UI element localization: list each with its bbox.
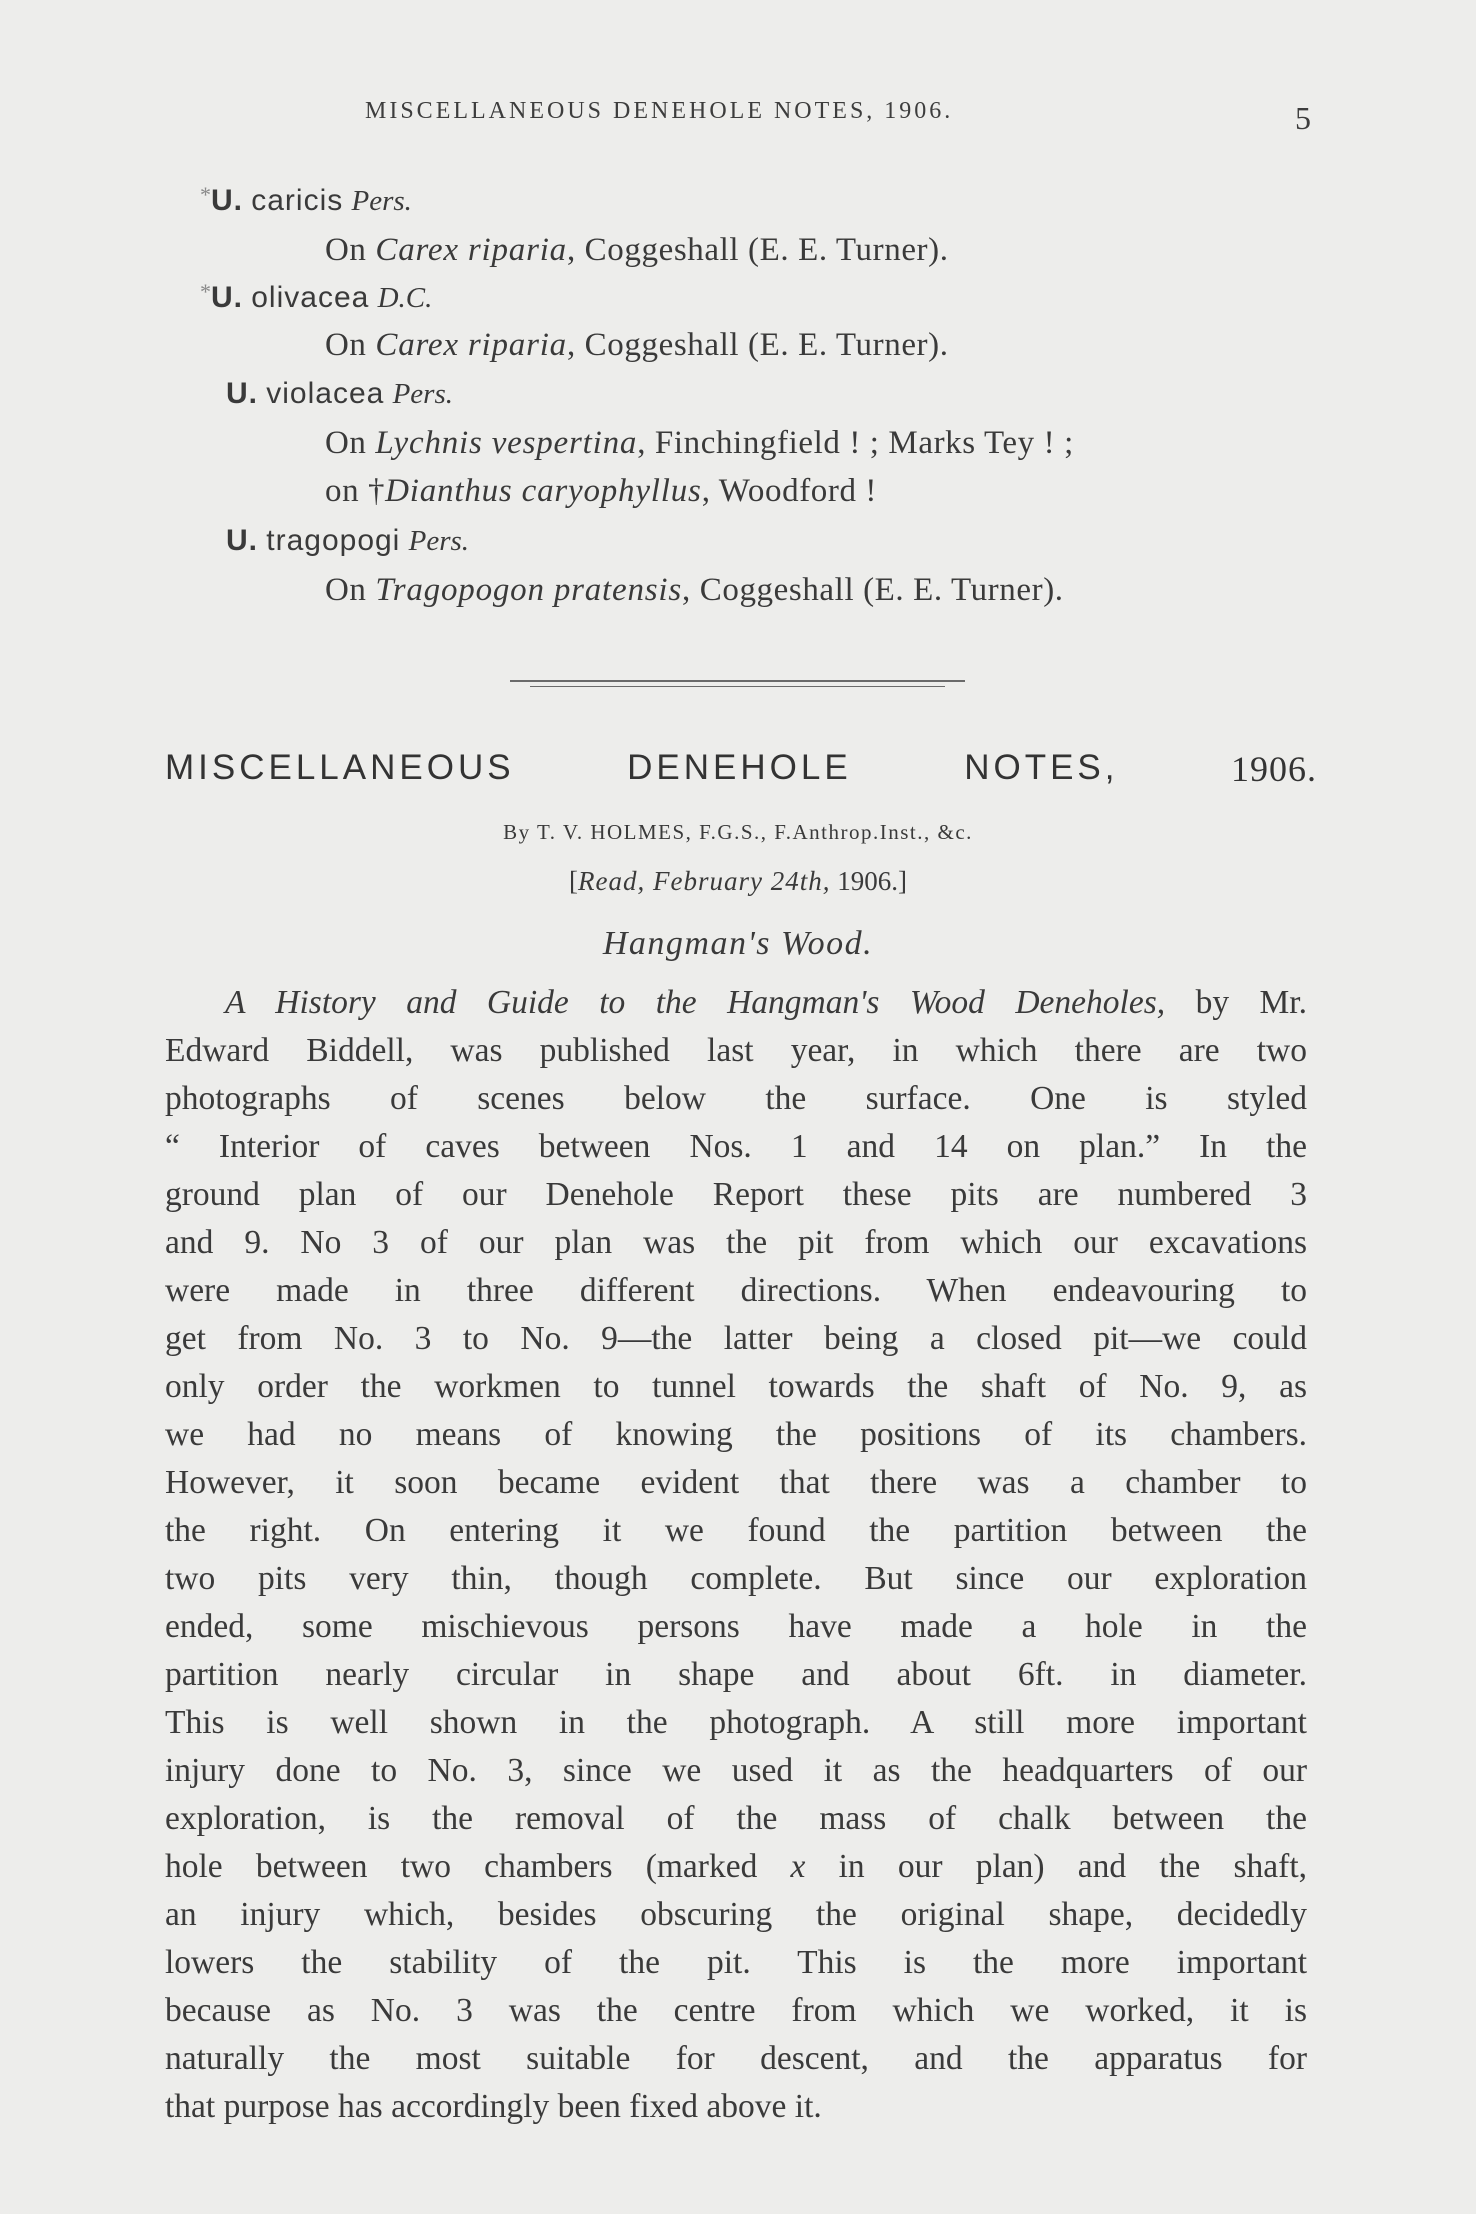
species-name: tragopogi bbox=[266, 524, 401, 557]
section-divider-inner bbox=[530, 686, 945, 687]
species-entry bbox=[200, 182, 412, 219]
byline: By T. V. HOLMES, F.G.S., F.Anthrop.Inst., &c. bbox=[503, 820, 973, 844]
read-italic: Read, February 24th, bbox=[578, 866, 831, 896]
host-species: Carex riparia bbox=[375, 232, 567, 268]
authority: Pers. bbox=[351, 185, 412, 217]
paragraph-line: get from No. 3 to No. 9—the latter being a closed pit—we could bbox=[165, 1320, 1307, 1357]
title-year: 1906. bbox=[1231, 749, 1317, 789]
book-title: A History and Guide to the Hangman's Wood Deneholes, bbox=[225, 984, 1166, 1021]
read-date bbox=[0, 866, 1476, 897]
paragraph-line: naturally the most suitable for descent, and the apparatus for bbox=[165, 2040, 1307, 2077]
paragraph-line: lowers the stability of the pit. This is the more important bbox=[165, 1944, 1307, 1981]
host-prefix: On bbox=[325, 327, 376, 363]
star-marker: * bbox=[200, 182, 211, 207]
host-prefix: on † bbox=[325, 473, 386, 509]
article-title bbox=[165, 748, 1317, 790]
read-open: [ bbox=[569, 866, 579, 896]
genus-abbrev: U. bbox=[211, 184, 243, 217]
line-text: in our plan) and the shaft, bbox=[805, 1848, 1308, 1885]
paragraph-line: photographs of scenes below the surface. One is styled bbox=[165, 1080, 1307, 1117]
host-record bbox=[325, 232, 949, 269]
paragraph-line: “ Interior of caves between Nos. 1 and 14 on plan.” In the bbox=[165, 1128, 1307, 1165]
paragraph-line: only order the workmen to tunnel towards the shaft of No. 9, as bbox=[165, 1368, 1307, 1405]
authority: Pers. bbox=[408, 525, 470, 557]
section-heading: Hangman's Wood. bbox=[602, 925, 874, 962]
host-locality: , Woodford ! bbox=[701, 473, 878, 509]
host-prefix: On bbox=[325, 232, 376, 268]
paragraph-line: Edward Biddell, was published last year, in which there are two bbox=[165, 1032, 1307, 1069]
paragraph-line: we had no means of knowing the positions of its chambers. bbox=[165, 1416, 1307, 1453]
host-locality: , Coggeshall (E. E. Turner). bbox=[566, 232, 949, 268]
paragraph-line: and 9. No 3 of our plan was the pit from which our excavations bbox=[165, 1224, 1307, 1261]
star-marker: * bbox=[200, 279, 211, 304]
paragraph-line: However, it soon became evident that there was a chamber to bbox=[165, 1464, 1307, 1501]
title-word: NOTES, bbox=[964, 748, 1119, 787]
title-word: MISCELLANEOUS bbox=[165, 748, 515, 787]
paragraph-line: were made in three different directions. When endeavouring to bbox=[165, 1272, 1307, 1309]
paragraph-line: an injury which, besides obscuring the original shape, decidedly bbox=[165, 1896, 1307, 1933]
species-entry bbox=[200, 375, 453, 412]
marked-x: x bbox=[790, 1848, 806, 1885]
host-locality: , Coggeshall (E. E. Turner). bbox=[566, 327, 949, 363]
paragraph-line: the right. On entering it we found the partition between the bbox=[165, 1512, 1307, 1549]
page-number: 5 bbox=[1295, 100, 1311, 136]
running-head: MISCELLANEOUS DENEHOLE NOTES, 1906. bbox=[365, 98, 954, 124]
line-text: hole between two chambers (marked bbox=[165, 1848, 758, 1885]
read-close: 1906.] bbox=[830, 866, 907, 896]
paragraph-line: partition nearly circular in shape and about 6ft. in diameter. bbox=[165, 1656, 1307, 1693]
line-text: by Mr. bbox=[1165, 984, 1307, 1021]
paragraph-line: two pits very thin, though complete. But since our exploration bbox=[165, 1560, 1307, 1597]
species-name: violacea bbox=[266, 377, 385, 410]
authority: D.C. bbox=[377, 282, 433, 314]
host-record bbox=[325, 473, 877, 510]
section-divider bbox=[510, 680, 965, 682]
host-species: Lychnis vespertina bbox=[375, 425, 638, 461]
paragraph-line: ground plan of our Denehole Report these pits are numbered 3 bbox=[165, 1176, 1307, 1213]
host-species: Carex riparia bbox=[375, 327, 567, 363]
species-name: olivacea bbox=[251, 281, 370, 314]
host-locality: , Coggeshall (E. E. Turner). bbox=[682, 572, 1064, 608]
host-record bbox=[325, 425, 1074, 462]
host-record bbox=[325, 327, 949, 364]
host-prefix: On bbox=[325, 572, 376, 608]
host-record bbox=[325, 572, 1064, 609]
authority: Pers. bbox=[392, 378, 453, 410]
genus-abbrev: U. bbox=[226, 377, 258, 410]
title-word: DENEHOLE bbox=[627, 748, 852, 787]
paragraph-line: This is well shown in the photograph. A still more important bbox=[165, 1704, 1307, 1741]
paragraph-line bbox=[225, 979, 1307, 1027]
paragraph-line: because as No. 3 was the centre from which we worked, it is bbox=[165, 1992, 1307, 2029]
paragraph-line: ended, some mischievous persons have made a hole in the bbox=[165, 1608, 1307, 1645]
paragraph-line: exploration, is the removal of the mass of chalk between the bbox=[165, 1800, 1307, 1837]
paragraph-line: that purpose has accordingly been fixed above it. bbox=[165, 2088, 822, 2125]
genus-abbrev: U. bbox=[226, 524, 258, 557]
species-entry bbox=[200, 279, 432, 316]
genus-abbrev: U. bbox=[211, 281, 243, 314]
host-species: Tragopogon pratensis bbox=[375, 572, 683, 608]
host-locality: , Finchingfield ! ; Marks Tey ! ; bbox=[637, 425, 1074, 461]
host-species: Dianthus caryophyllus bbox=[385, 473, 702, 509]
species-name: caricis bbox=[251, 184, 344, 217]
species-entry bbox=[200, 522, 469, 559]
host-prefix: On bbox=[325, 425, 376, 461]
paragraph-line: injury done to No. 3, since we used it as the headquarters of our bbox=[165, 1752, 1307, 1789]
paragraph-line bbox=[165, 1843, 1307, 1891]
